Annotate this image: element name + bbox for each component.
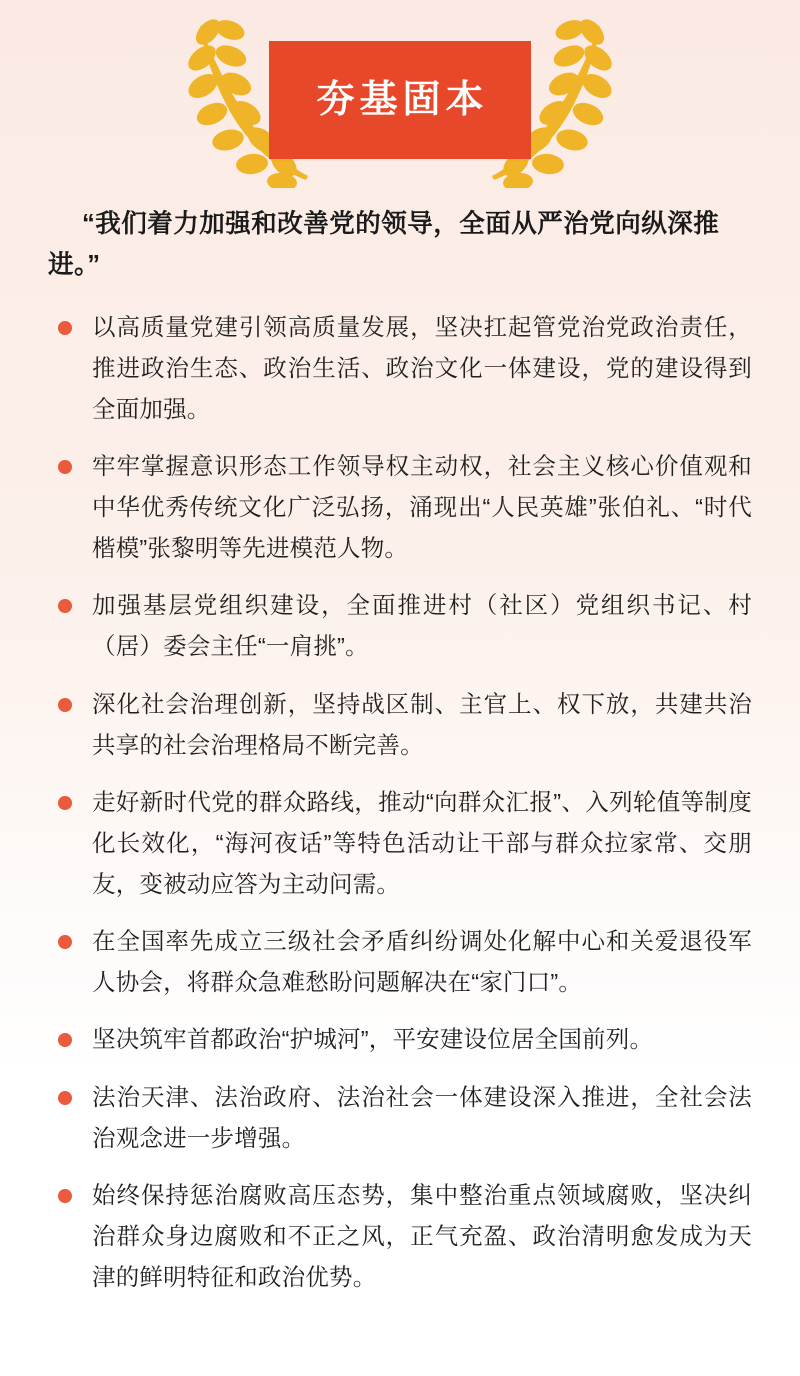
bullet-dot-icon — [58, 321, 72, 335]
list-item-text: 以高质量党建引领高质量发展，坚决扛起管党治党政治责任，推进政治生态、政治生活、政治文化一体建设，党的建设得到全面加强。 — [92, 313, 752, 422]
bullet-dot-icon — [58, 1189, 72, 1203]
banner-inner — [170, 10, 630, 190]
list-item-text: 牢牢掌握意识形态工作领导权主动权，社会主义核心价值观和中华优秀传统文化广泛弘扬，涌现出“人民英雄”张伯礼、“时代楷模”张黎明等先进模范人物。 — [92, 452, 752, 562]
list-item — [48, 446, 752, 569]
list-item-text: 坚决筑牢首都政治“护城河”，平安建设位居全国前列。 — [92, 1026, 654, 1053]
content-area — [0, 204, 800, 1298]
list-item-text: 走好新时代党的群众路线，推动“向群众汇报”、入列轮值等制度化长效化，“海河夜话”等特色活动让干部与群众拉家常、交朋友，变被动应答为主动问需。 — [92, 788, 752, 898]
list-item — [48, 1077, 752, 1159]
list-item — [48, 1175, 752, 1298]
bullet-dot-icon — [58, 935, 72, 949]
list-item-text: 法治天津、法治政府、法治社会一体建设深入推进，全社会法治观念进一步增强。 — [92, 1083, 752, 1151]
page-title: 夯基固本 — [316, 79, 489, 121]
list-item-text: 在全国率先成立三级社会矛盾纠纷调处化解中心和关爱退役军人协会，将群众急难愁盼问题解决在“家门口”。 — [92, 928, 752, 996]
list-item — [48, 585, 752, 667]
bullet-dot-icon — [58, 1033, 72, 1047]
list-item — [48, 684, 752, 766]
list-item — [48, 1019, 752, 1060]
title-plate — [269, 41, 531, 159]
list-item — [48, 921, 752, 1003]
list-item — [48, 307, 752, 430]
bullet-dot-icon — [58, 796, 72, 810]
list-item-text: 始终保持惩治腐败高压态势，集中整治重点领域腐败，坚决纠治群众身边腐败和不正之风，正气充盈、政治清明愈发成为天津的鲜明特征和政治优势。 — [92, 1181, 752, 1291]
list-item-text: 加强基层党组织建设，全面推进村（社区）党组织书记、村（居）委会主任“一肩挑”。 — [92, 592, 752, 660]
points-list — [48, 307, 752, 1299]
bullet-dot-icon — [58, 599, 72, 613]
bullet-dot-icon — [58, 460, 72, 474]
bullet-dot-icon — [58, 698, 72, 712]
list-item-text: 深化社会治理创新，坚持战区制、主官上、权下放，共建共治共享的社会治理格局不断完善。 — [92, 690, 752, 758]
bullet-dot-icon — [58, 1091, 72, 1105]
list-item — [48, 782, 752, 905]
quote-text: “我们着力加强和改善党的领导，全面从严治党向纵深推进。” — [48, 210, 720, 280]
header-banner — [0, 0, 800, 200]
